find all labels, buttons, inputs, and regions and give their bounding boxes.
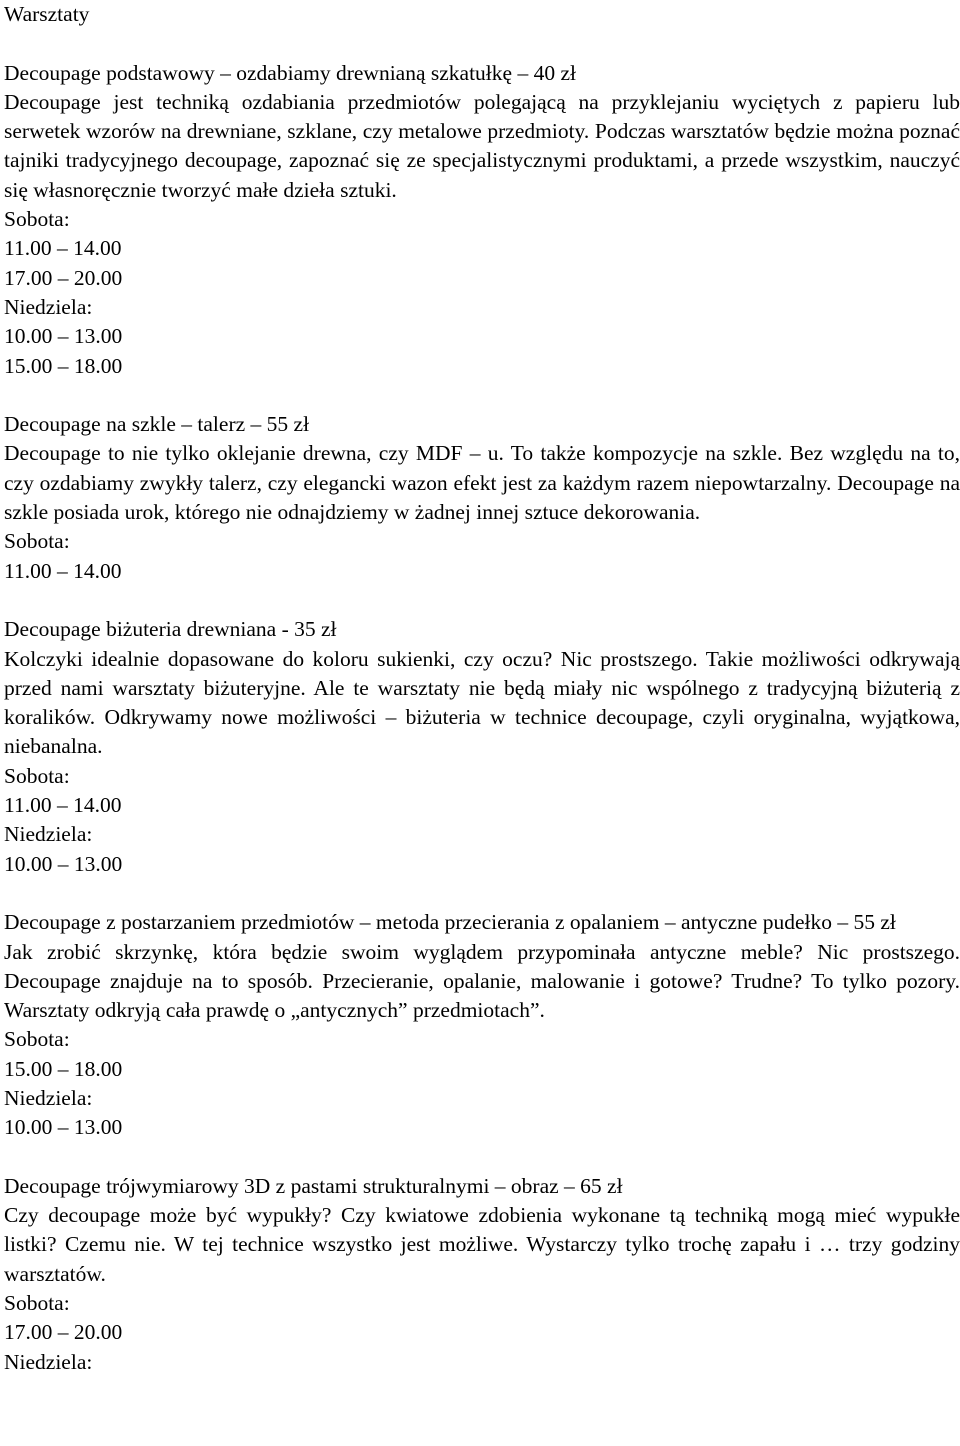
schedule-time: 10.00 – 13.00 [4, 851, 123, 876]
schedule-time: 17.00 – 20.00 [4, 1320, 123, 1345]
workshop-title: Decoupage na szkle – talerz – 55 zł [4, 412, 310, 437]
page-title: Warsztaty [4, 2, 90, 26]
workshop-description: Jak zrobić skrzynkę, która będzie swoim wyglądem przypominała antyczne meble? Nic prostszego. Decoupage znajduje na to sposób. Przecieranie, opalanie, malowanie i gotowe? Trudne? To tylko pozory. Warsztaty odkryją cała prawdę o „antycznych” przedmiotach”. [4, 939, 960, 1023]
schedule-time: 15.00 – 18.00 [4, 1056, 123, 1081]
workshop-title: Decoupage podstawowy – ozdabiamy drewnianą szkatułkę – 40 zł [4, 60, 576, 85]
workshop-section [4, 59, 960, 381]
schedule-day-label: Sobota: [4, 207, 70, 232]
schedule-day-label: Sobota: [4, 1027, 70, 1052]
workshop-description: Decoupage jest techniką ozdabiania przedmiotów polegającą na przyklejaniu wyciętych z papieru lub serwetek wzorów na drewniane, szklane, czy metalowe przedmioty. Podczas warsztatów będzie można poznać tajniki tradycyjnego decoupage, zapoznać się ze specjalistycznymi produktami, a przede wszystkim, nauczyć się własnoręcznie tworzyć małe dzieła sztuki. [4, 89, 960, 202]
schedule-day-label: Niedziela: [4, 1349, 93, 1374]
schedule-day-label: Niedziela: [4, 822, 93, 847]
workshop-description: Czy decoupage może być wypukły? Czy kwiatowe zdobienia wykonane tą techniką mogą mieć wypukłe listki? Czemu nie. W tej technice wszystko jest możliwe. Wystarczy tylko trochę zapału i … trzy godziny warsztatów. [4, 1203, 960, 1286]
workshop-schedule [4, 205, 960, 381]
schedule-day-label: Sobota: [4, 763, 70, 788]
workshop-title: Decoupage biżuteria drewniana - 35 zł [4, 617, 337, 642]
schedule-time: 15.00 – 18.00 [4, 353, 123, 378]
workshop-schedule [4, 527, 960, 586]
workshop-schedule [4, 1025, 960, 1142]
workshop-section [4, 615, 960, 879]
schedule-time: 17.00 – 20.00 [4, 265, 123, 290]
schedule-time: 11.00 – 14.00 [4, 236, 122, 261]
schedule-time: 11.00 – 14.00 [4, 558, 122, 583]
workshop-description: Decoupage to nie tylko oklejanie drewna, czy MDF – u. To także kompozycje na szkle. Bez względu na to, czy ozdabiamy zwykły talerz, czy elegancki wazon efekt jest za każdym razem niepowtarzalny. Decoupage na szkle posiada urok, którego nie odnajdziemy w żadnej innej sztuce dekorowania. [4, 441, 960, 525]
schedule-day-label: Sobota: [4, 529, 70, 554]
workshop-section [4, 410, 960, 586]
schedule-time: 10.00 – 13.00 [4, 1115, 123, 1140]
schedule-time: 10.00 – 13.00 [4, 324, 123, 349]
schedule-day-label: Niedziela: [4, 1085, 93, 1110]
workshop-section [4, 1172, 960, 1377]
workshop-description: Kolczyki idealnie dopasowane do koloru sukienki, czy oczu? Nic prostszego. Takie możliwości odkrywają przed nami warsztaty biżuteryjne. Ale te warsztaty nie będą miały nic wspólnego z tradycyjną biżuterią z koralików. Odkrywamy nowe możliwości – biżuteria w technice decoupage, czyli oryginalna, wyjątkowa, niebanalna. [4, 646, 960, 759]
schedule-time: 11.00 – 14.00 [4, 793, 122, 818]
schedule-day-label: Niedziela: [4, 294, 93, 319]
workshop-schedule [4, 762, 960, 879]
workshop-section [4, 908, 960, 1142]
workshop-title: Decoupage z postarzaniem przedmiotów – metoda przecierania z opalaniem – antyczne pudełko – 55 zł [4, 910, 896, 935]
schedule-day-label: Sobota: [4, 1291, 70, 1316]
workshop-schedule [4, 1289, 960, 1377]
document-page [4, 0, 960, 1377]
workshop-title: Decoupage trójwymiarowy 3D z pastami strukturalnymi – obraz – 65 zł [4, 1173, 623, 1198]
